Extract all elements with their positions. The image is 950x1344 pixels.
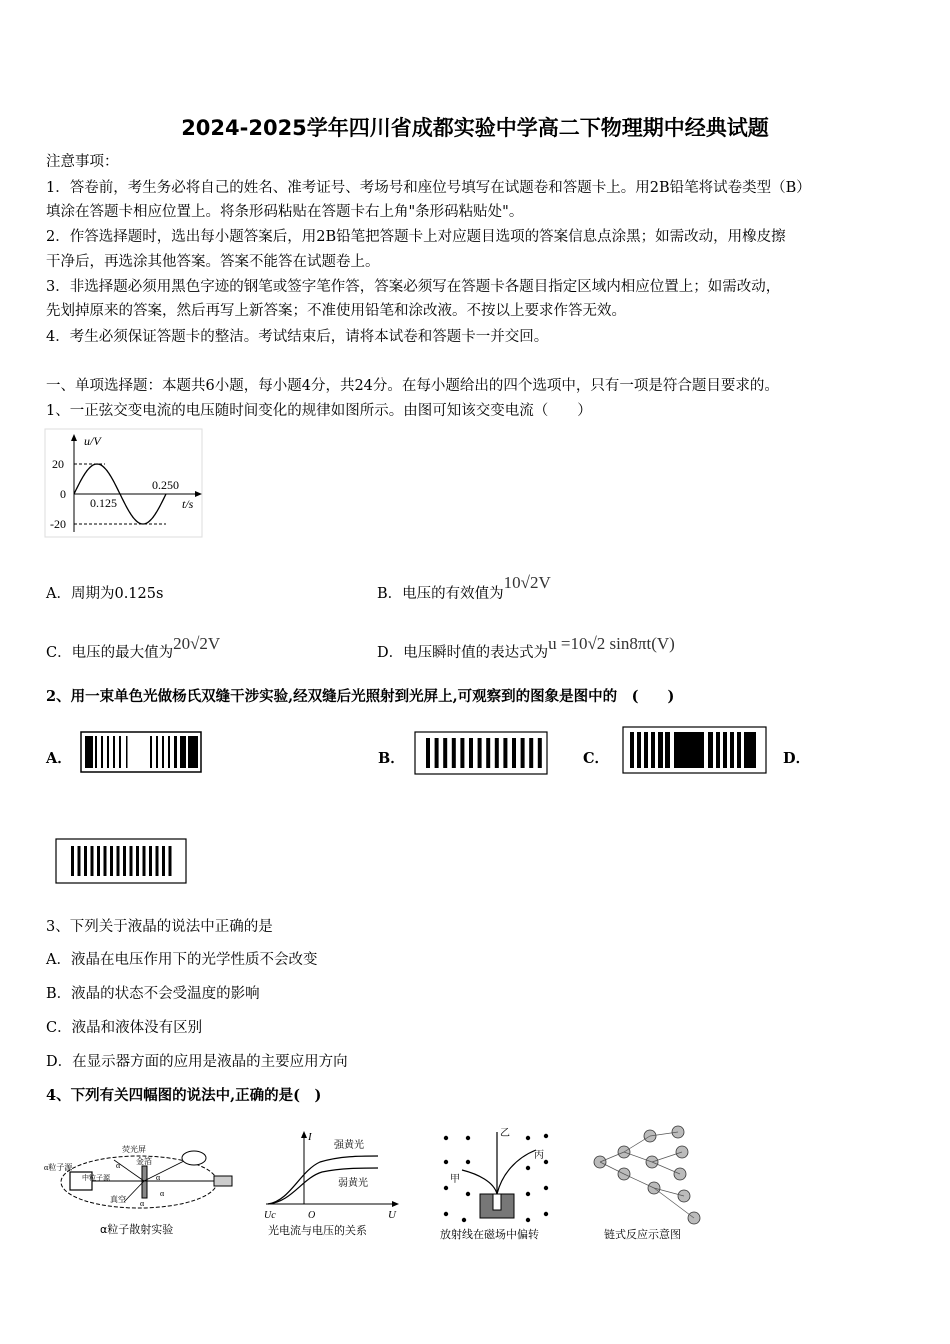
neutron-path	[652, 1162, 680, 1174]
field-dot	[462, 1218, 466, 1222]
jia-label: 甲	[450, 1174, 460, 1185]
chain-reaction-nuclei	[594, 1126, 700, 1224]
field-dot	[444, 1186, 448, 1190]
y-tick-zero: 0	[60, 487, 66, 501]
ray-bing	[497, 1150, 536, 1194]
notice-line: 先划掉原来的答案，然后再写上新答案；不准使用铅笔和涂改液。不按以上要求作答无效。	[46, 303, 626, 319]
q3-option-c: C．液晶和液体没有区别	[46, 1020, 203, 1036]
fig1-label: 真空	[110, 1195, 126, 1204]
fringe	[460, 738, 464, 768]
fringe	[716, 732, 720, 768]
fringe	[119, 736, 121, 768]
field-dot	[544, 1134, 548, 1138]
fringe	[426, 738, 430, 768]
x-tick-full: 0.250	[152, 478, 179, 492]
field-dot	[544, 1160, 548, 1164]
fringe	[658, 732, 663, 768]
field-dot	[526, 1166, 530, 1170]
y-axis-arrow	[71, 434, 77, 441]
q2-option-c-pattern	[622, 726, 767, 774]
fringe	[156, 846, 159, 876]
strong-label: 强黄光	[334, 1140, 364, 1151]
fringe	[174, 736, 177, 768]
fringe	[486, 738, 490, 768]
fringe	[84, 846, 87, 876]
fringe	[512, 738, 516, 768]
field-dot	[526, 1218, 530, 1222]
field-dot	[466, 1136, 470, 1140]
q3-option-d: D．在显示器方面的应用是液晶的主要应用方向	[46, 1054, 348, 1070]
fig4-caption: 链式反应示意图	[604, 1228, 681, 1241]
q2-stem: 2、用一束单色光做杨氏双缝干涉实验,经双缝后光照射到光屏上,可观察到的图象是图中的 ( )	[46, 688, 675, 705]
fringe	[85, 736, 93, 768]
pattern-frame	[56, 839, 186, 883]
fringe	[529, 738, 533, 768]
fringe	[665, 732, 670, 768]
field-dot	[444, 1136, 448, 1140]
source-slot	[493, 1194, 501, 1210]
bing-label: 丙	[534, 1150, 544, 1161]
fringe	[469, 738, 473, 768]
field-dot	[444, 1212, 448, 1216]
fringe	[478, 738, 482, 768]
q2-option-a-pattern	[80, 731, 202, 773]
fringe	[107, 736, 109, 768]
ray-jia	[462, 1170, 497, 1194]
fringe	[95, 736, 97, 768]
field-dot	[444, 1160, 448, 1164]
notice-line: 3．非选择题必须用黑色字迹的钢笔或签字笔作答，答案必须写在答题卡各题目指定区域内相应位置上；如需改动，	[46, 279, 781, 295]
detector	[214, 1176, 232, 1186]
q2-option-b-label: B．	[378, 750, 405, 767]
fig2-caption: 光电流与电压的关系	[268, 1224, 367, 1237]
y-tick-top: 20	[52, 457, 64, 471]
fringe	[162, 846, 165, 876]
fringe	[503, 738, 507, 768]
origin-label: O	[308, 1210, 316, 1221]
q3-option-b: B．液晶的状态不会受温度的影响	[46, 986, 260, 1002]
notice-line: 2．作答选择题时，选出每小题答案后，用2B铅笔把答题卡上对应题目选项的答案信息点涂黑；如需改动，用橡皮擦	[46, 229, 786, 245]
fig1-label: 中粒子源	[82, 1174, 110, 1182]
fringe	[101, 736, 103, 768]
axis-i-label: I	[308, 1131, 312, 1143]
q4-stem: 4、下列有关四幅图的说法中,正确的是( )	[46, 1087, 322, 1104]
u-axis-arrow	[392, 1201, 399, 1207]
fringe	[113, 736, 115, 768]
q3-stem: 3、下列关于液晶的说法中正确的是	[46, 919, 273, 935]
fringe	[730, 732, 734, 768]
fringe	[723, 732, 727, 768]
notice-line: 填涂在答题卡相应位置上。将条形码粘贴在答题卡右上角"条形码粘贴处"。	[46, 204, 524, 220]
fringe	[521, 738, 525, 768]
fringe	[104, 846, 107, 876]
weak-label: 弱黄光	[338, 1178, 368, 1189]
fringe	[443, 738, 447, 768]
q4-fig3-radiation	[436, 1122, 556, 1246]
q3-option-a: A．液晶在电压作用下的光学性质不会改变	[46, 952, 318, 968]
q1-option-a: A．周期为0.125s	[46, 586, 164, 602]
q4-fig1-alpha-scattering	[44, 1140, 234, 1240]
field-dot	[466, 1160, 470, 1164]
fringe	[130, 846, 133, 876]
q1-option-b-text: B．电压的有效值为	[377, 586, 504, 602]
fringe	[150, 736, 152, 768]
x-axis-arrow	[195, 491, 202, 497]
fringe	[97, 846, 100, 876]
fringe	[110, 846, 113, 876]
q2-option-d-label: D．	[783, 750, 811, 767]
fringe	[180, 736, 186, 768]
fringe	[538, 738, 542, 768]
fringe	[630, 732, 634, 768]
fringe	[126, 736, 128, 768]
field-dot	[466, 1192, 470, 1196]
fringe	[637, 732, 641, 768]
page-title: 2024-2025学年四川省成都实验中学高二下物理期中经典试题	[181, 116, 769, 140]
fringe	[169, 846, 172, 876]
section-heading: 一、单项选择题：本题共6小题，每小题4分，共24分。在每小题给出的四个选项中，只有一项是符合题目要求的。	[46, 378, 779, 394]
fringe	[674, 732, 704, 768]
fringe	[117, 846, 120, 876]
fringe	[123, 846, 126, 876]
q1-voltage-graph	[44, 428, 204, 540]
notice-line: 1．答卷前，考生务必将自己的姓名、准考证号、考场号和座位号填写在试题卷和答题卡上。用2B铅笔将试卷类型（B）	[46, 180, 811, 196]
x-tick-half: 0.125	[90, 496, 117, 510]
neutron-path	[600, 1162, 624, 1174]
fringe	[91, 846, 94, 876]
notice-line: 4．考生必须保证答题卡的整洁。考试结束后，请将本试卷和答题卡一并交回。	[46, 329, 549, 345]
fig1-label: 金箔	[136, 1157, 152, 1166]
fringe	[78, 846, 81, 876]
fringe	[744, 732, 756, 768]
fig3-caption: 放射线在磁场中偏转	[440, 1228, 539, 1241]
fig1-label: α粒子源	[44, 1163, 73, 1172]
q2-option-a-label: A．	[46, 750, 72, 767]
field-dot	[544, 1212, 548, 1216]
neutron-path	[624, 1152, 652, 1162]
fringe	[136, 846, 139, 876]
q1-option-c-math: 20√2V	[173, 634, 221, 653]
q4-fig4-chain-reaction	[582, 1122, 712, 1246]
fig1-label: α	[156, 1173, 161, 1182]
fringe	[149, 846, 152, 876]
neutron-path	[624, 1174, 654, 1188]
fringe	[651, 732, 655, 768]
fig1-label: α	[140, 1199, 145, 1208]
q1-option-d	[377, 634, 675, 662]
fringe	[168, 736, 170, 768]
fringe	[737, 732, 741, 768]
fringe	[452, 738, 456, 768]
fig1-label: 荧光屏	[122, 1145, 146, 1154]
x-label: t/s	[182, 497, 194, 511]
fringe	[435, 738, 439, 768]
fringe	[188, 736, 198, 768]
fringe	[162, 736, 164, 768]
y-tick-bottom: -20	[50, 517, 66, 531]
y-label: u/V	[84, 434, 101, 448]
fringe	[71, 846, 74, 876]
q2-option-d-pattern	[55, 838, 187, 884]
q4-fig2-photocurrent	[260, 1126, 410, 1240]
fringe	[644, 732, 648, 768]
uc-label: Uc	[264, 1210, 276, 1221]
microscope-eyepiece	[182, 1151, 206, 1165]
q1-option-c	[46, 634, 221, 662]
field-dot	[526, 1136, 530, 1140]
fringe	[143, 846, 146, 876]
field-dot	[526, 1192, 530, 1196]
q2-option-b-pattern	[414, 731, 548, 775]
fringe	[708, 732, 713, 768]
fringe	[156, 736, 158, 768]
fig1-label: α	[160, 1189, 165, 1198]
axis-u-label: U	[388, 1209, 396, 1221]
q1-option-d-text: D．电压瞬时值的表达式为	[377, 645, 549, 661]
fringe	[495, 738, 499, 768]
i-axis-arrow	[301, 1131, 307, 1138]
q1-option-d-math: u =10√2 sin8πt(V)	[548, 634, 675, 653]
q1-stem: 1、一正弦交变电流的电压随时间变化的规律如图所示。由图可知该交变电流（ ）	[46, 403, 592, 419]
notice-line: 干净后，再选涂其他答案。答案不能答在试题卷上。	[46, 254, 380, 270]
fig1-label: α	[116, 1161, 121, 1170]
fig1-caption: α粒子散射实验	[100, 1223, 174, 1236]
notice-heading: 注意事项：	[46, 154, 119, 170]
q2-option-c-label: C．	[583, 750, 610, 767]
q1-option-b-math: 10√2V	[503, 573, 551, 592]
neutron-path	[624, 1136, 650, 1152]
field-dot	[544, 1186, 548, 1190]
neutron-path	[652, 1152, 682, 1162]
yi-label: 乙	[500, 1128, 510, 1139]
q1-option-b	[377, 573, 551, 603]
q1-option-c-text: C．电压的最大值为	[46, 645, 174, 661]
